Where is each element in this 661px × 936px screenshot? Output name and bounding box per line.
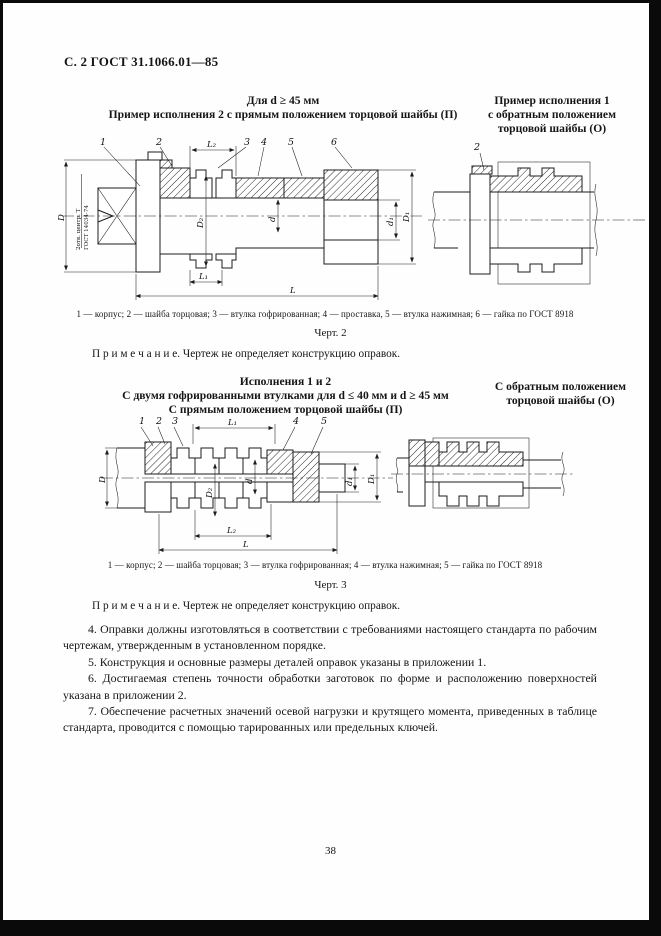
note-text: Чертеж не определяет конструкцию оправок. <box>182 348 401 360</box>
dim-D2: D₂ <box>205 487 215 498</box>
callout-3: 3 <box>172 416 179 427</box>
fig3-label: Черт. 3 <box>314 579 347 591</box>
callout-5: 5 <box>321 416 328 427</box>
paragraph-6: 6. Достигаемая степень точности обработки заготовок по форме и расположению поверхностей указана в приложении 2. <box>63 671 597 702</box>
callout-1: 1 <box>100 137 107 148</box>
corrugated-bushing-bottom <box>171 482 267 508</box>
dim-L1: L₁ <box>199 272 209 282</box>
mandrel-body <box>116 442 345 512</box>
fig3-main-drawing <box>96 414 398 562</box>
dim-L: L <box>290 286 296 296</box>
end-washer <box>470 174 490 274</box>
dim-d1: d₁ <box>386 217 396 226</box>
svg-text:2отв. центр. Т: 2отв. центр. Т <box>76 208 82 250</box>
dim-L: L <box>243 540 249 550</box>
mandrel-body <box>98 152 378 272</box>
note-label: П р и м е ч а н и е. <box>92 600 181 612</box>
callout-2: 2 <box>474 142 481 153</box>
callout-3: 3 <box>244 137 251 148</box>
tail-shaft <box>324 200 378 240</box>
paragraph-7: 7. Обеспечение расчетных значений осевой нагрузки и крутящего момента, приведенных в таблице стандарта, проводится с помощью тарированных или предельных ключей. <box>63 704 597 735</box>
dim-D1: D₁ <box>402 211 412 222</box>
fig2-reversed-view-drawing <box>426 136 658 308</box>
dim-D1: D₁ <box>367 473 377 484</box>
standard-paragraphs <box>63 621 597 736</box>
part-nut-hatch <box>324 170 378 200</box>
dim-d: d <box>245 478 255 484</box>
center-holes-note <box>76 174 90 250</box>
part-press-bushing-hatch <box>284 178 324 198</box>
fig3-note <box>92 600 400 612</box>
fig2-title-line1: Для d ≥ 45 мм <box>246 94 320 107</box>
callout-2: 2 <box>156 416 163 427</box>
note-label: П р и м е ч а н и е. <box>92 348 181 360</box>
fig3-title-main: Исполнения 1 и 2 С двумя гофрированными втулками для d ≤ 40 мм и d ≥ 45 мм С прямым положением торцовой шайбы (П) <box>122 375 449 417</box>
callout-6: 6 <box>331 137 338 148</box>
corrugated-bushing-top <box>171 448 267 474</box>
corrugated-band-bottom <box>490 248 582 272</box>
callout-2: 2 <box>156 137 163 148</box>
fig2-main-drawing <box>56 136 428 308</box>
corrugated-band-top <box>439 442 523 466</box>
part-press-bushing-hatch <box>267 450 293 474</box>
callout-5: 5 <box>288 137 295 148</box>
dim-d: d <box>268 216 278 222</box>
frame-top <box>0 0 661 3</box>
fig2-caption: 1 — корпус; 2 — шайба торцовая; 3 — втулка гофрированная; 4 — проставка, 5 — втулка нажимная; 6 — гайка по ГОСТ 8918 <box>76 309 574 319</box>
reversed-view-body <box>433 162 597 284</box>
paragraph-4: 4. Оправки должны изготовляться в соответствии с требованиями настоящего стандарта по рабочим чертежам, утвержденным в установленном порядке. <box>63 622 597 653</box>
fig2-title-main <box>58 94 508 122</box>
fig2-title-right: Пример исполнения 1 с обратным положением торцовой шайбы (О) <box>488 94 616 136</box>
part-spacer-hatch <box>236 178 284 198</box>
corrugated-bushing-bottom <box>190 254 236 268</box>
frame-left <box>0 0 3 936</box>
dim-L2: L₂ <box>227 526 237 536</box>
fig2-note <box>92 348 400 360</box>
corrugated-bushing-top <box>190 170 236 198</box>
part-nut-hatch <box>293 452 319 502</box>
part-washer-hatch <box>160 168 190 198</box>
part-washer-hatch <box>145 442 171 474</box>
paragraph-5: 5. Конструкция и основные размеры деталей оправок указаны в приложении 1. <box>88 654 487 669</box>
page-number: 38 <box>325 845 336 857</box>
reversed-view-body <box>396 438 564 508</box>
fig3-title-right: С обратным положением торцовой шайбы (О) <box>494 380 627 408</box>
dim-D: D <box>98 476 108 483</box>
dim-L1: L₁ <box>228 418 238 428</box>
fig2-title-line2: Пример исполнения 2 с прямым положением торцовой шайбы (П) <box>108 108 458 122</box>
callout-4: 4 <box>293 416 300 427</box>
corrugated-band-bottom <box>439 482 523 506</box>
fig3-caption: 1 — корпус; 2 — шайба торцовая; 3 — втулка гофрированная; 4 — втулка нажимная; 5 — гайка по ГОСТ 8918 <box>107 560 543 570</box>
dim-D: D <box>57 214 67 221</box>
dim-L2: L₂ <box>207 140 217 150</box>
page-header: С. 2 ГОСТ 31.1066.01—85 <box>64 54 219 69</box>
svg-text:ГОСТ 14034-74: ГОСТ 14034-74 <box>84 205 90 250</box>
note-text: Чертеж не определяет конструкцию оправок. <box>182 600 401 612</box>
dim-D2: D₂ <box>196 217 206 228</box>
callout-1: 1 <box>139 416 146 427</box>
callout-4: 4 <box>261 137 268 148</box>
frame-bottom <box>0 920 661 936</box>
fig2-label: Черт. 2 <box>314 327 347 339</box>
dim-d1: d₁ <box>345 477 355 486</box>
fig3-reversed-view-drawing <box>388 414 630 562</box>
corrugated-band-top <box>490 168 582 192</box>
